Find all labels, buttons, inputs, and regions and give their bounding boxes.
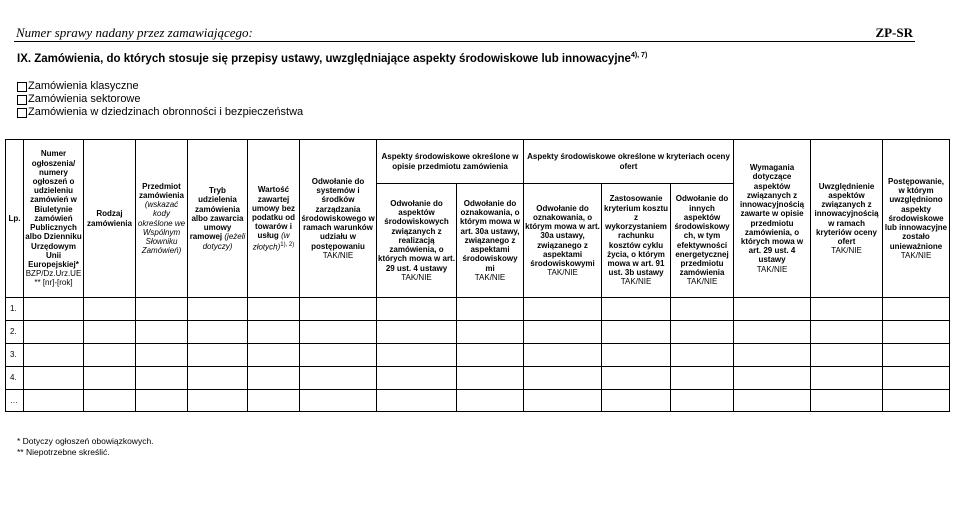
row-number: 2. <box>6 321 24 344</box>
table-row <box>6 344 950 367</box>
header-other-env-aspects: Odwołanie do innych aspektów środowiskowy ch, w tym efektywności energetycznej przedmiotu zamówienia TAK/NIE <box>671 184 734 298</box>
table-row <box>6 321 950 344</box>
checkbox-defense[interactable] <box>17 106 303 119</box>
footnotes <box>17 436 154 457</box>
page-header <box>14 24 915 42</box>
header-procedure-mode: Tryb udzielenia zamówienia albo zawarcia umowy ramowej (jeżeli dotyczy) <box>188 140 248 298</box>
checkbox-label: Zamówienia w dziedzinach obronności i bezpieczeństwa <box>28 106 304 118</box>
header-group-env-description: Aspekty środowiskowe określone w opisie przedmiotu zamówienia <box>377 140 524 184</box>
row-number: 4. <box>6 367 24 390</box>
form-code: ZP-SR <box>875 25 913 40</box>
section-title <box>17 52 647 65</box>
header-order-subject: Przedmiot zamówienia (wskazać kody określone we Wspólnym Słowniku Zamówień) <box>136 140 188 298</box>
header-order-type: Rodzaj zamówienia <box>84 140 136 298</box>
checkbox-box[interactable] <box>17 95 27 105</box>
row-number: 3. <box>6 344 24 367</box>
section-title-text: IX. Zamówienia, do których stosuje się przepisy ustawy, uwzględniające aspekty środowiskowe lub innowacyjne <box>17 52 631 65</box>
table-row <box>6 367 950 390</box>
header-labeling-criteria: Odwołanie do oznakowania, o którym mowa w art. 30a ustawy, związanego z aspektami środowiskowymi TAK/NIE <box>524 184 602 298</box>
checkbox-box[interactable] <box>17 82 27 92</box>
header-life-cycle-cost: Zastosowanie kryterium kosztu z wykorzystaniem rachunku kosztów cyklu życia, o którym mowa w art. 91 ust. 3b ustawy TAK/NIE <box>602 184 671 298</box>
header-innovation-criteria: Uwzględnienie aspektów związanych z innowacyjnością w ramach kryteriów oceny ofert TAK/NIE <box>811 140 883 298</box>
row-number: 1. <box>6 298 24 321</box>
row-number: … <box>6 390 24 412</box>
table-row <box>6 298 950 321</box>
order-type-checkboxes <box>17 80 303 119</box>
header-innovation-requirements: Wymagania dotyczące aspektów związanych z innowacyjnością zawarte w opisie przedmiotu zamówienia, o których mowa w art. 29 ust. 4 ustawy TAK/NIE <box>734 140 811 298</box>
header-env-management-systems: Odwołanie do systemów i środków zarządzania środowiskowego w ramach warunków udziału w postępowaniu TAK/NIE <box>300 140 377 298</box>
header-group-env-criteria: Aspekty środowiskowe określone w kryteriach oceny ofert <box>524 140 734 184</box>
section-title-footnote-ref: 4), 7) <box>630 52 648 59</box>
checkbox-classic[interactable] <box>17 80 303 93</box>
footnote-strike: ** Niepotrzebne skreślić. <box>17 446 110 457</box>
header-procedure-cancelled: Postępowanie, w którym uwzględniono aspekty środowiskowe lub innowacyjne zostało unieważnione TAK/NIE <box>883 140 950 298</box>
table-row <box>6 390 950 412</box>
checkbox-box[interactable] <box>17 108 27 118</box>
checkbox-label: Zamówienia klasyczne <box>28 80 139 92</box>
header-contract-value: Wartość zawartej umowy bez podatku od towarów i usług (w złotych)$^{1), 2)}$ <box>248 140 300 298</box>
header-notice-number: Numer ogłoszenia/ numery ogłoszeń o udzieleniu zamówień w Biuletynie zamówień Publicznych albo Dzienniku Urzędowym Unii Europejskiej* BZP/Dz.Urz.UE ** [nr]-[rok] <box>24 140 84 298</box>
checkbox-label: Zamówienia sektorowe <box>28 93 141 105</box>
checkbox-sectoral[interactable] <box>17 93 303 106</box>
header-env-aspects: Odwołanie do aspektów środowiskowych związanych z realizacją zamówienia, o których mowa w art. 29 ust. 4 ustawy TAK/NIE <box>377 184 457 298</box>
header-lp: Lp. <box>6 140 24 298</box>
header-labeling-description: Odwołanie do oznakowania, o którym mowa w art. 30a ustawy, związanego z aspektami środowiskowy mi TAK/NIE <box>457 184 524 298</box>
case-number-label: Numer sprawy nadany przez zamawiającego: <box>16 25 253 40</box>
footnote-mandatory: * Dotyczy ogłoszeń obowiązkowych. <box>17 436 154 446</box>
orders-table <box>5 139 950 412</box>
